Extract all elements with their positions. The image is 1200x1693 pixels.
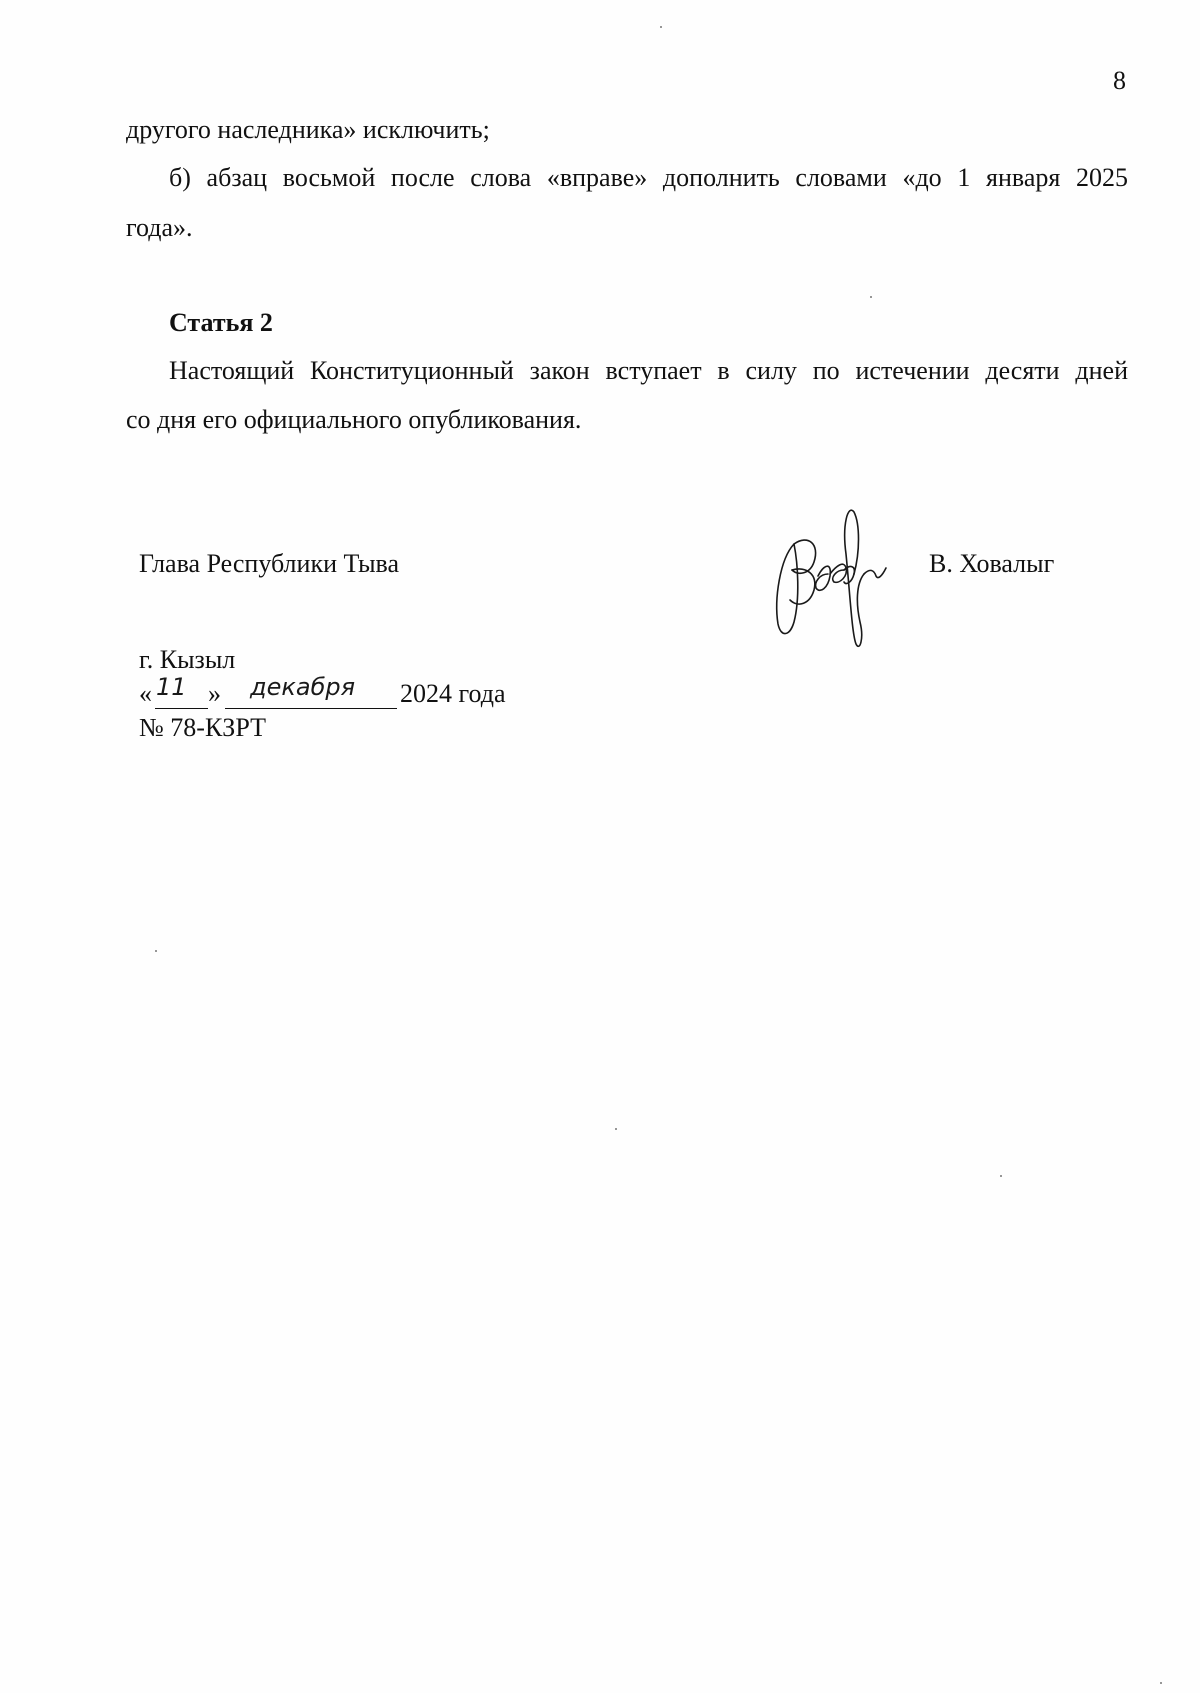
text-line: другого наследника» исключить; [126,115,490,144]
signatory-title: Глава Республики Тыва [139,549,400,578]
scan-speck [660,26,662,28]
scan-speck [155,950,157,952]
article-heading: Статья 2 [169,308,273,337]
date-day-underline [155,708,208,709]
date-year: 2024 года [400,679,506,708]
page-number: 8 [1113,66,1126,95]
scan-speck [1000,1175,1002,1177]
signer-name: В. Ховалыг [929,549,1055,578]
paragraph-b-continuation: года». [126,213,193,242]
handwritten-signature [770,504,910,654]
article-body-continuation: со дня его официального опубликования. [126,405,582,434]
paragraph-b-line: б) абзац восьмой после слова «вправе» дополнить словами «до 1 января 2025 [169,163,1128,192]
scan-speck [615,1128,617,1130]
date-quote-close: » [208,679,221,708]
law-number: № 78-КЗРТ [139,713,266,742]
date-day-handwritten: 11 [156,673,187,701]
date-quote-open: « [139,679,152,708]
scan-speck [870,296,872,298]
city-label: г. Кызыл [139,645,236,674]
scan-speck [1160,1682,1162,1684]
date-month-handwritten: декабря [250,673,356,701]
article-body-line: Настоящий Конституционный закон вступает в силу по истечении десяти дней [169,356,1128,385]
date-month-underline [225,708,397,709]
